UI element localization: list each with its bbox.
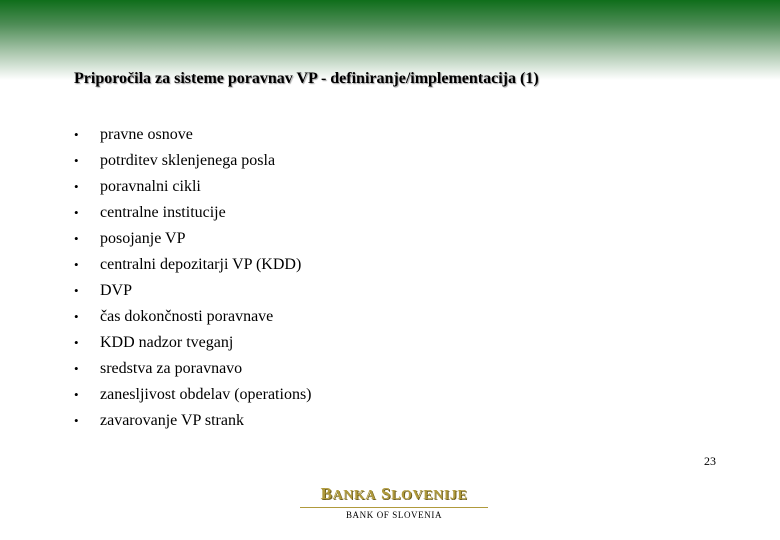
bullet-icon: • xyxy=(74,257,79,272)
bullet-icon: • xyxy=(74,231,79,246)
header-gradient-band xyxy=(0,0,780,80)
list-item xyxy=(74,124,312,150)
list-item xyxy=(74,176,312,202)
list-item-label: posojanje VP xyxy=(100,230,186,247)
list-item-label: sredstva za poravnavo xyxy=(100,360,243,377)
bullet-icon: • xyxy=(74,335,79,350)
bullet-icon: • xyxy=(74,283,79,298)
list-item-label: zanesljivost obdelav (operations) xyxy=(100,386,312,403)
list-item xyxy=(74,280,312,306)
bank-slovenije-logo xyxy=(300,484,488,521)
list-item-label: KDD nadzor tveganj xyxy=(100,334,234,351)
bullet-icon: • xyxy=(74,413,79,428)
list-item xyxy=(74,254,312,280)
list-item xyxy=(74,228,312,254)
slide-title: Priporočila za sisteme poravnav VP - definiranje/implementacija (1) xyxy=(74,70,539,87)
list-item-label: zavarovanje VP strank xyxy=(100,412,244,429)
list-item-label: DVP xyxy=(100,282,133,299)
list-item-label: potrditev sklenjenega posla xyxy=(100,152,276,169)
bullet-icon: • xyxy=(74,387,79,402)
bullet-icon: • xyxy=(74,153,79,168)
list-item xyxy=(74,150,312,176)
list-item-label: centralne institucije xyxy=(100,204,226,221)
bullet-icon: • xyxy=(74,205,79,220)
bullet-icon: • xyxy=(74,309,79,324)
page-number: 23 xyxy=(704,454,716,468)
bullet-icon: • xyxy=(74,179,79,194)
list-item-label: centralni depozitarji VP (KDD) xyxy=(100,256,302,273)
list-item xyxy=(74,306,312,332)
logo-subtitle: BANK OF SLOVENIA xyxy=(345,510,443,520)
list-item-label: čas dokončnosti poravnave xyxy=(100,308,274,325)
list-item xyxy=(74,410,312,436)
list-item xyxy=(74,384,312,410)
logo-wordmark: BANKA SLOVENIJE xyxy=(320,484,468,503)
list-item-label: poravnalni cikli xyxy=(100,178,201,195)
list-item xyxy=(74,332,312,358)
list-item-label: pravne osnove xyxy=(100,126,193,143)
list-item xyxy=(74,202,312,228)
bullet-icon: • xyxy=(74,361,79,376)
bullet-list xyxy=(74,124,312,436)
list-item xyxy=(74,358,312,384)
logo-divider xyxy=(300,507,488,508)
bullet-icon: • xyxy=(74,127,79,142)
